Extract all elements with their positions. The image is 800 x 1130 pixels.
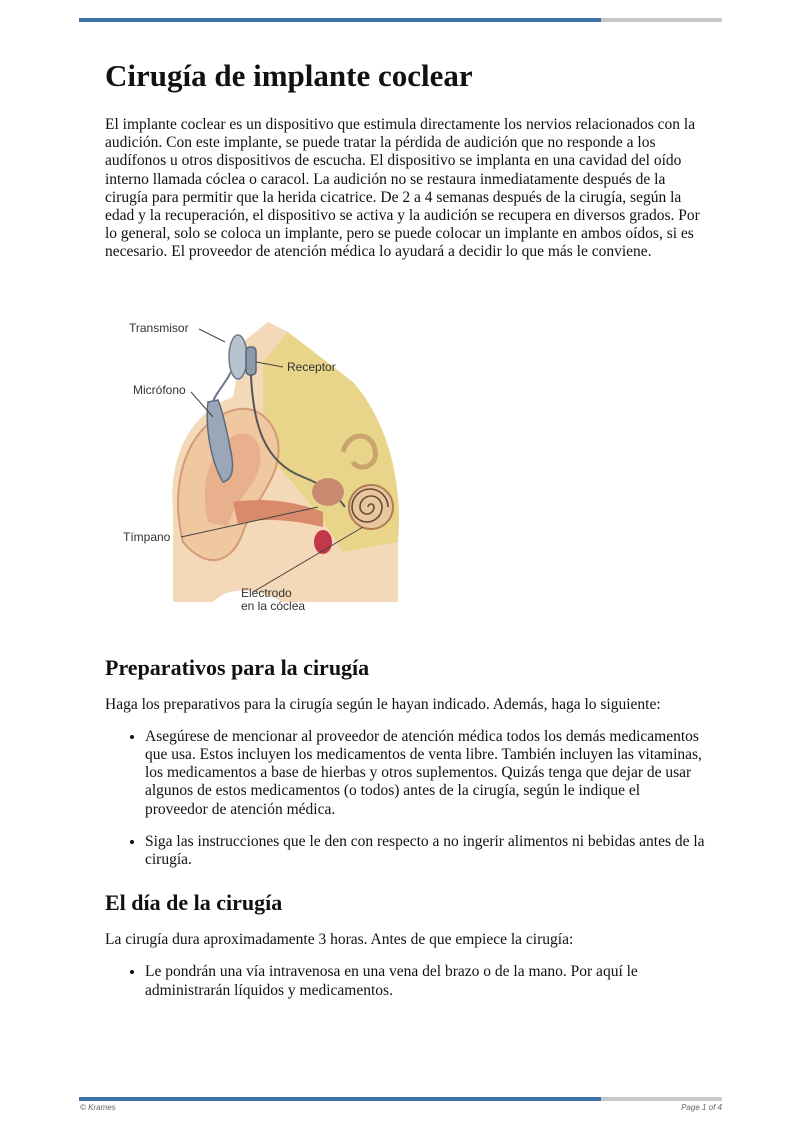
section-intro-preparativos: Haga los preparativos para la cirugía según le hayan indicado. Además, haga lo siguiente:	[105, 695, 661, 713]
list-preparativos	[105, 728, 705, 869]
section-heading-preparativos: Preparativos para la cirugía	[105, 654, 370, 680]
transmisor-leader	[199, 329, 225, 342]
list-item: • Siga las instrucciones que le den con respecto a no ingerir alimentos ni bebidas antes de la cirugía.	[145, 833, 705, 869]
footer-rule	[79, 1097, 722, 1101]
transmitter-cable	[213, 372, 231, 402]
list-dia-cirugia	[105, 963, 705, 999]
list-item: • Le pondrán una vía intravenosa en una vena del brazo o de la mano. Por aquí le administrarán líquidos y medicamentos.	[145, 963, 705, 999]
section-heading-dia-cirugia: El día de la cirugía	[105, 890, 283, 916]
receiver-device	[246, 347, 256, 375]
middle-ear	[312, 478, 344, 506]
header-rule	[79, 18, 722, 22]
footer-copyright: © Krames	[80, 1103, 116, 1112]
list-item: • Asegúrese de mencionar al proveedor de atención médica todos los demás medicamentos que usa. Estos incluyen los medicamentos de venta libre. También incluyen las vitaminas, los medicamentos a base de hierbas y otros suplementos. Quizás tenga que dejar de usar algunos de estos medicamentos (o todos) antes de la cirugía, según le indique el proveedor de atención médica.	[145, 728, 705, 819]
intro-paragraph: El implante coclear es un dispositivo que estimula directamente los nervios relacionados con la audición. Con este implante, se puede tratar la pérdida de audición que no responde a los audífonos u otros dispositivos de escucha. El dispositivo se implanta en una cavidad del oído interno llamada cóclea o caracol. La audición no se restaura inmediatamente después de la cirugía para permitir que la herida cicatrice. De 2 a 4 semanas después de la cirugía, según la edad y la recuperación, el dispositivo se activa y la audición se recupera en diversos grados. Por lo general, solo se coloca un implante, pero se puede colocar un implante en ambos oídos, si es necesario. El proveedor de atención médica lo ayudará a decidir lo que más le conviene.	[105, 116, 700, 261]
section-intro-dia-cirugia: La cirugía dura aproximadamente 3 horas. Antes de que empiece la cirugía:	[105, 931, 574, 949]
cochlear-implant-illustration	[113, 302, 413, 632]
label-microfono: Micrófono	[133, 382, 186, 397]
label-electrodo	[241, 587, 305, 613]
label-receptor: Receptor	[287, 359, 336, 374]
ear-diagram	[113, 302, 413, 632]
label-timpano: Tímpano	[123, 529, 171, 544]
document-body	[105, 56, 705, 1000]
header-rule-accent	[79, 18, 601, 22]
cochlea	[349, 485, 393, 529]
label-electrodo-line2: en la cóclea	[241, 598, 306, 613]
footer-rule-accent	[79, 1097, 601, 1101]
footer-page-number: Page 1 of 4	[681, 1103, 722, 1112]
label-electrodo-line1: Electrodo	[241, 585, 292, 600]
page-title: Cirugía de implante coclear	[105, 58, 473, 93]
label-transmisor: Transmisor	[129, 320, 189, 335]
